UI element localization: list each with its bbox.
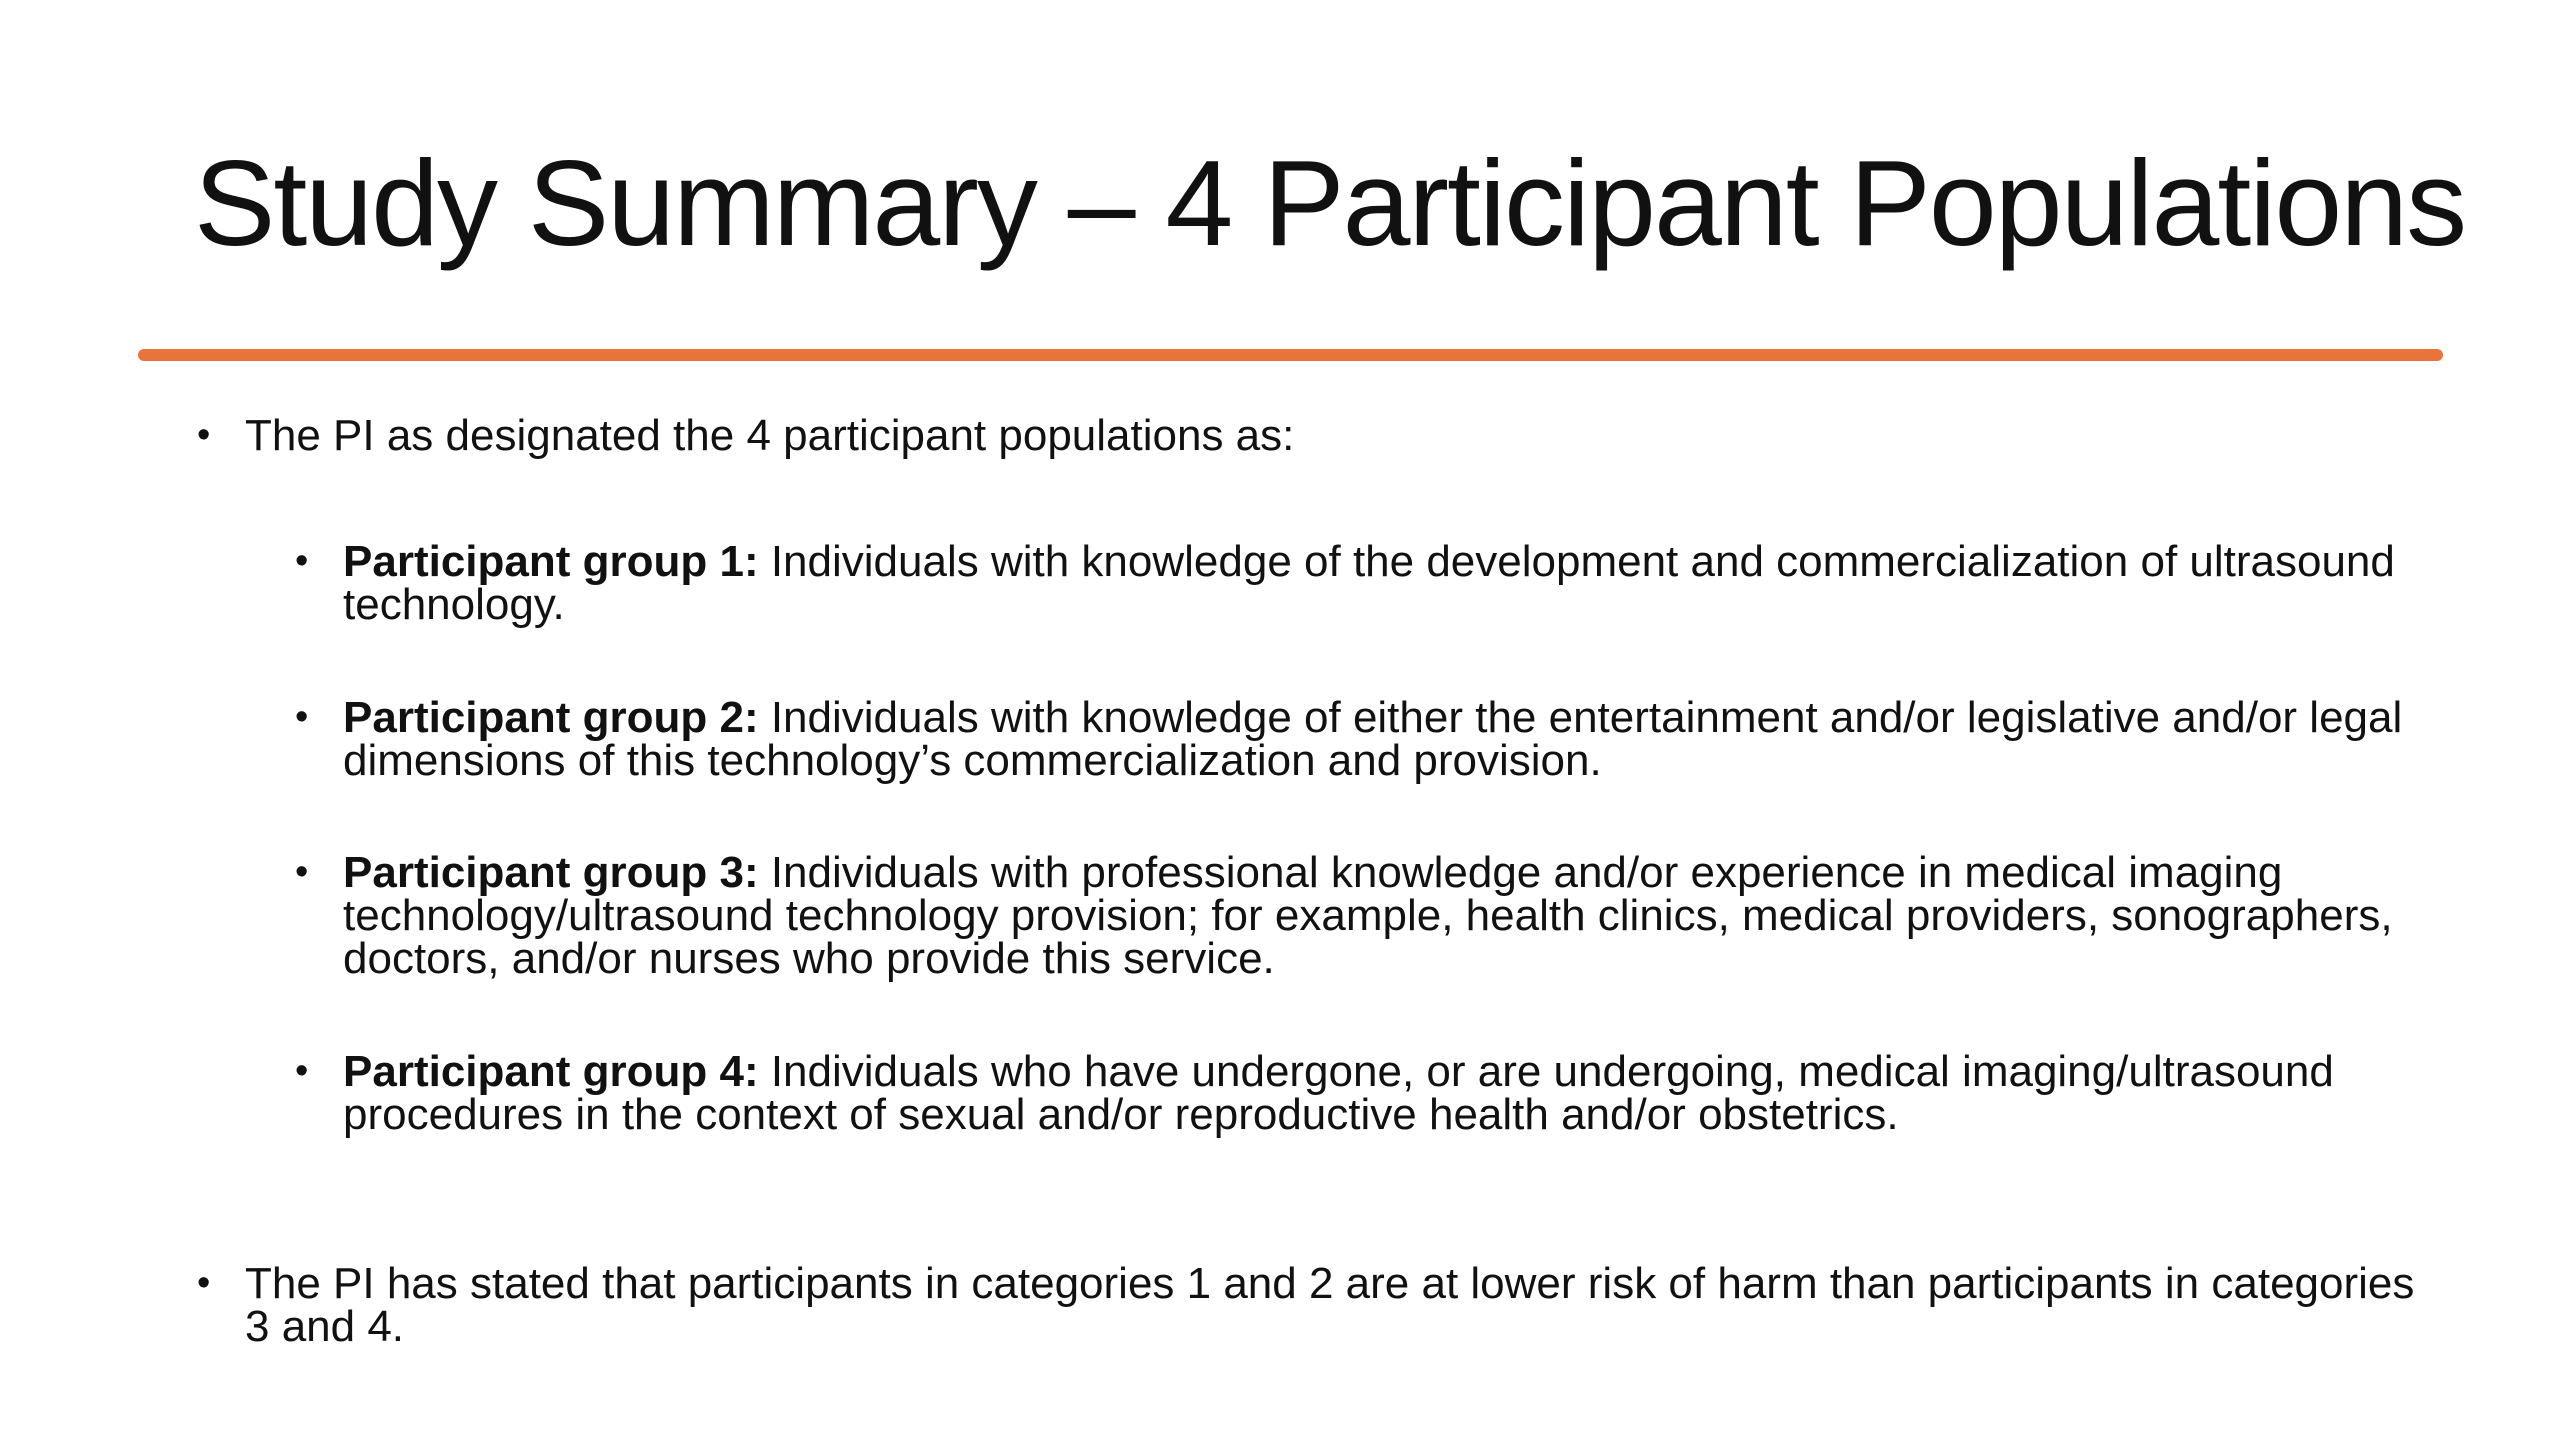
bullet-risk-statement bbox=[197, 1259, 2415, 1351]
bullet-dot-icon: • bbox=[295, 851, 309, 893]
bullet-lead: Participant group 3: bbox=[343, 848, 759, 897]
title-divider bbox=[138, 349, 2443, 361]
bullet-intro bbox=[197, 411, 2415, 460]
bullet-dot-icon: • bbox=[197, 414, 211, 456]
bullet-dot-icon: • bbox=[295, 696, 309, 738]
bullet-lead: Participant group 1: bbox=[343, 537, 759, 586]
bullet-text: The PI as designated the 4 participant populations as: bbox=[245, 411, 1295, 460]
bullet-text: Individuals who have undergone, or are undergoing, medical imaging/ultrasound procedures in the context of sexual and/or reproductive health and/or obstetrics. bbox=[343, 1047, 2334, 1139]
bullet-text: Individuals with knowledge of either the entertainment and/or legislative and/or legal dimensions of this technology’s commercialization and provision. bbox=[343, 693, 2403, 785]
bullet-dot-icon: • bbox=[197, 1262, 211, 1304]
slide-title: Study Summary – 4 Participant Populations bbox=[194, 135, 2466, 271]
bullet-text: The PI has stated that participants in categories 1 and 2 are at lower risk of harm than participants in categories 3 and 4. bbox=[245, 1259, 2415, 1351]
bullet-lead: Participant group 2: bbox=[343, 693, 759, 742]
bullet-group-3 bbox=[295, 848, 2423, 983]
bullet-dot-icon: • bbox=[295, 1050, 309, 1092]
bullet-text: Individuals with professional knowledge and/or experience in medical imaging technology/ultrasound technology provision; for example, health clinics, medical providers, sonographers, doctors, and/or nurses who provide this service. bbox=[343, 848, 2393, 983]
bullet-lead: Participant group 4: bbox=[343, 1047, 759, 1096]
bullet-dot-icon: • bbox=[295, 540, 309, 582]
bullet-group-1 bbox=[295, 537, 2423, 629]
bullet-group-4 bbox=[295, 1047, 2423, 1139]
bullet-text: Individuals with knowledge of the development and commercialization of ultrasound technology. bbox=[343, 537, 2395, 629]
bullet-group-2 bbox=[295, 693, 2423, 785]
